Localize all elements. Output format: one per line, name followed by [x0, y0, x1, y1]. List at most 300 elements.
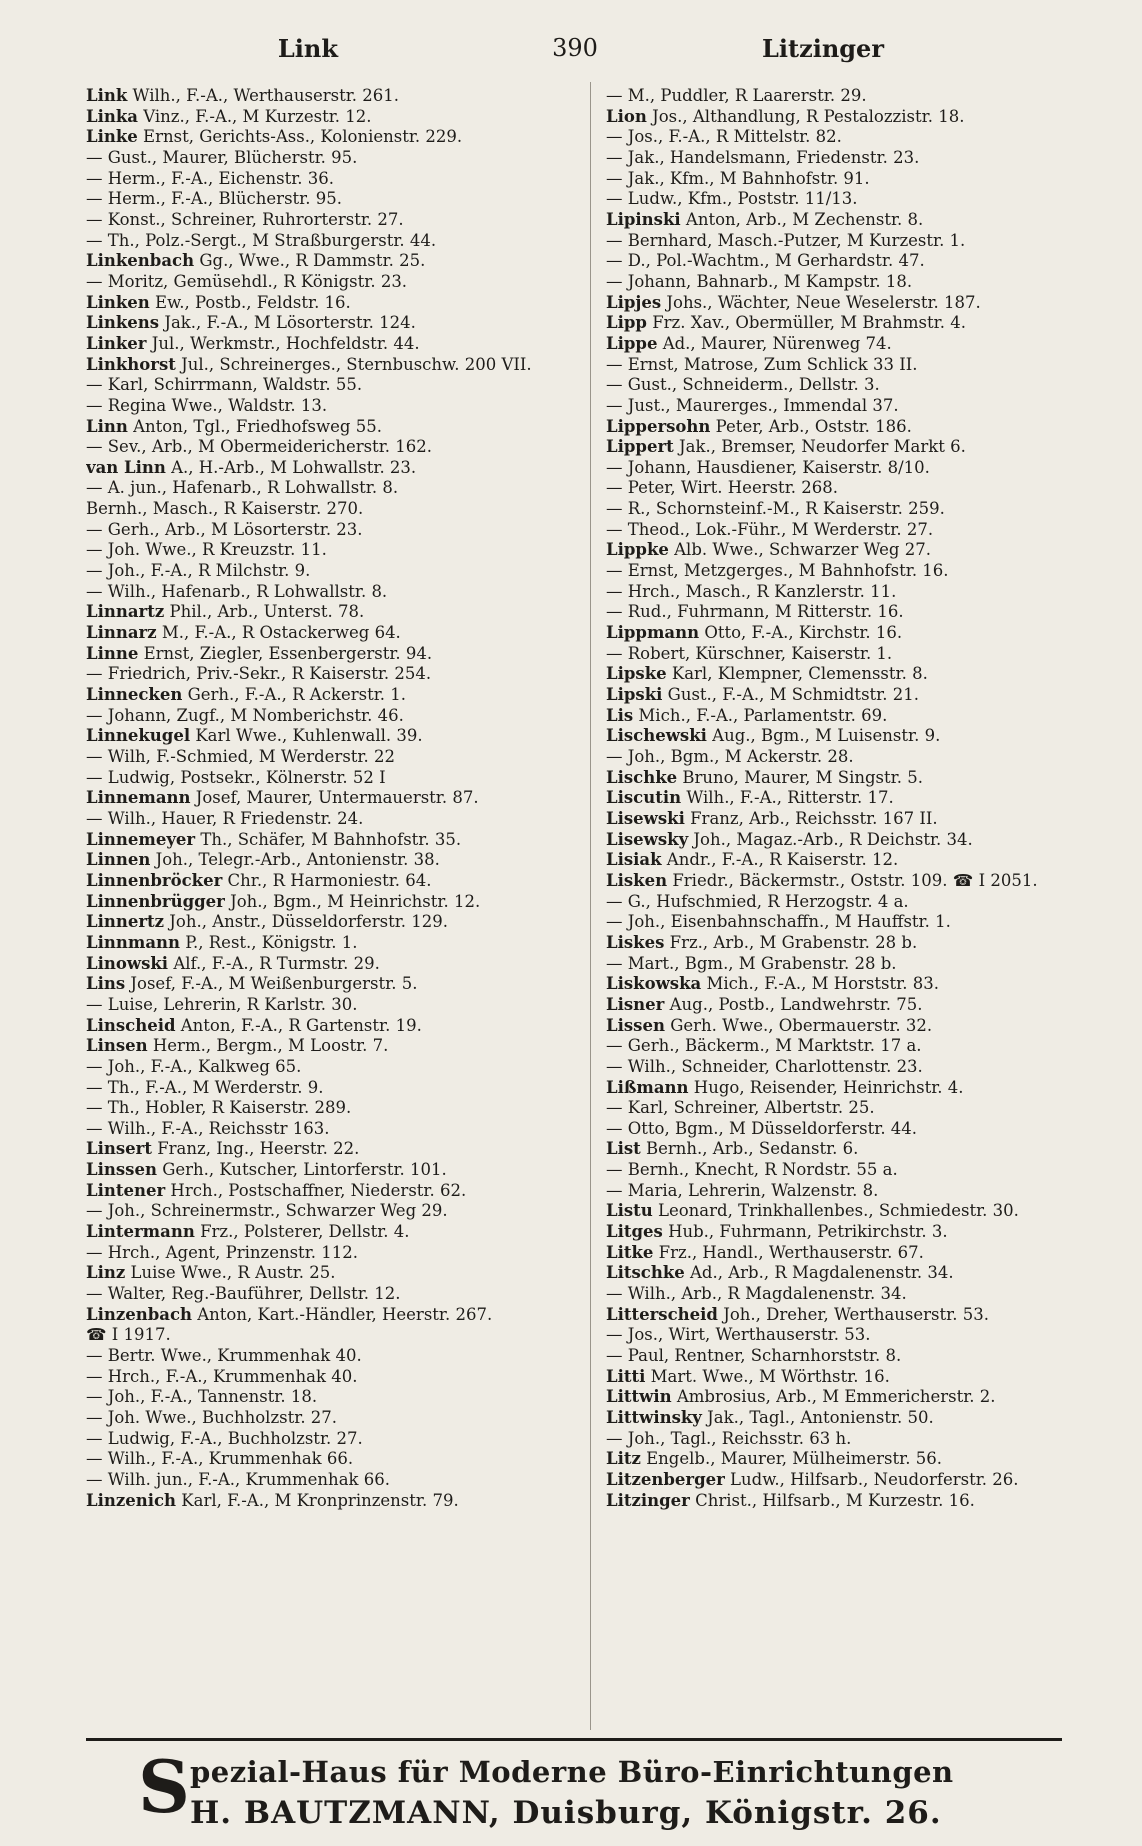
directory-entry — [86, 107, 581, 128]
entry-details: Mich., F.-A., M Horststr. 83. — [701, 974, 939, 994]
entry-details: Andr., F.-A., R Kaiserstr. 12. — [661, 850, 899, 870]
directory-entry — [606, 1387, 1121, 1408]
directory-entry — [606, 437, 1121, 458]
directory-entry — [606, 582, 1121, 603]
entry-details: ☎ I 1917. — [86, 1325, 171, 1345]
entry-surname: Lisiak — [606, 850, 662, 870]
entry-surname: Litke — [606, 1242, 654, 1262]
entry-details: Joh., Bgm., M Heinrichstr. 12. — [224, 891, 481, 911]
directory-entry — [606, 1243, 1121, 1264]
directory-entry — [86, 747, 581, 768]
entry-details: — Ludwig, Postsekr., Kölnerstr. 52 I — [86, 767, 386, 787]
entry-details: Mich., F.-A., Parlamentstr. 69. — [633, 705, 888, 725]
entry-details: — Wilh., F.-A., Krummenhak 66. — [86, 1449, 354, 1469]
directory-entry — [86, 251, 581, 272]
entry-details: Engelb., Maurer, Mülheimerstr. 56. — [640, 1449, 942, 1469]
right-column — [606, 86, 1121, 1511]
entry-details: — Joh., Bgm., M Ackerstr. 28. — [606, 747, 854, 766]
entry-surname: Lipski — [606, 685, 663, 705]
entry-surname: Litti — [606, 1366, 646, 1386]
entry-surname: Linowski — [86, 953, 169, 973]
entry-surname: Lischke — [606, 767, 678, 787]
entry-surname: Lion — [606, 106, 647, 126]
entry-surname: Litschke — [606, 1263, 685, 1283]
directory-entry — [86, 1305, 581, 1326]
entry-surname: Lippersohn — [606, 416, 711, 436]
directory-entry — [86, 210, 581, 231]
directory-entry — [86, 1263, 581, 1284]
directory-entry — [606, 954, 1121, 975]
entry-surname: Linsen — [86, 1036, 148, 1056]
directory-entry — [606, 561, 1121, 582]
entry-surname: Lipske — [606, 664, 667, 684]
directory-entry — [86, 788, 581, 809]
entry-details: Jak., Tagl., Antonienstr. 50. — [701, 1408, 934, 1427]
entry-surname: Litges — [606, 1222, 663, 1242]
directory-entry — [606, 1346, 1121, 1367]
entry-details: Anton, Arb., M Zechenstr. 8. — [680, 209, 924, 229]
directory-entry — [86, 499, 581, 520]
directory-entry — [86, 1387, 581, 1408]
entry-surname: Lipp — [606, 313, 647, 333]
entry-details: — Just., Maurerges., Immendal 37. — [606, 395, 899, 415]
entry-details: Ernst, Gerichts-Ass., Kolonienstr. 229. — [137, 127, 463, 147]
directory-entry — [86, 768, 581, 789]
entry-details: Josef, Maurer, Untermauerstr. 87. — [190, 788, 479, 808]
entry-details: Gerh. Wwe., Obermauerstr. 32. — [664, 1015, 933, 1035]
column-divider — [590, 82, 591, 1730]
entry-details: — Joh., F.-A., R Milchstr. 9. — [86, 561, 311, 581]
directory-entry — [86, 458, 581, 479]
entry-details: Phil., Arb., Unterst. 78. — [164, 602, 365, 622]
header-right-keyword: Litzinger — [762, 34, 884, 63]
directory-entry — [86, 169, 581, 190]
entry-surname: Lisewsky — [606, 829, 689, 849]
entry-details: Karl, F.-A., M Kronprinzenstr. 79. — [176, 1490, 459, 1510]
entry-surname: Lintermann — [86, 1222, 195, 1242]
directory-entry — [86, 933, 581, 954]
entry-surname: Linkhorst — [86, 354, 176, 374]
entry-surname: Linker — [86, 333, 147, 353]
directory-entry — [606, 1449, 1121, 1470]
directory-entry — [86, 334, 581, 355]
directory-entry — [86, 1325, 581, 1346]
entry-details: Otto, F.-A., Kirchstr. 16. — [699, 623, 903, 643]
entry-surname: Linken — [86, 292, 150, 312]
directory-entry — [86, 995, 581, 1016]
directory-entry — [86, 1016, 581, 1037]
directory-entry — [606, 1160, 1121, 1181]
directory-entry — [606, 86, 1121, 107]
entry-details: Joh., Dreher, Werthauserstr. 53. — [717, 1304, 989, 1324]
directory-entry — [606, 892, 1121, 913]
directory-entry — [86, 313, 581, 334]
entry-details: Hrch., Postschaffner, Niederstr. 62. — [165, 1180, 467, 1200]
directory-entry — [86, 396, 581, 417]
entry-surname: Linnmann — [86, 932, 181, 952]
entry-details: Hub., Fuhrmann, Petrikirchstr. 3. — [662, 1222, 948, 1242]
entry-details: Friedr., Bäckermstr., Oststr. 109. ☎ I 2051. — [667, 870, 1038, 890]
entry-surname: Linke — [86, 127, 138, 147]
directory-entry — [86, 1222, 581, 1243]
entry-details: Bernh., Masch., R Kaiserstr. 270. — [86, 499, 364, 519]
entry-details: Franz, Arb., Reichsstr. 167 II. — [684, 808, 938, 828]
entry-details: Johs., Wächter, Neue Weselerstr. 187. — [661, 292, 981, 312]
directory-entry — [86, 974, 581, 995]
entry-details: Aug., Bgm., M Luisenstr. 9. — [706, 726, 941, 746]
directory-entry — [86, 1098, 581, 1119]
ad-line-2: H. BAUTZMANN, Duisburg, Königstr. 26. — [190, 1795, 942, 1831]
entry-details: — Th., Polz.-Sergt., M Straßburgerstr. 44. — [86, 230, 437, 250]
entry-details: — Wilh., Schneider, Charlottenstr. 23. — [606, 1056, 923, 1076]
directory-entry — [606, 293, 1121, 314]
entry-details: Wilh., F.-A., Werthauserstr. 261. — [127, 86, 399, 105]
entry-details: — Herm., F.-A., Eichenstr. 36. — [86, 168, 334, 188]
entry-surname: Lißmann — [606, 1077, 689, 1097]
entry-details: — Gust., Schneiderm., Dellstr. 3. — [606, 375, 880, 395]
directory-entry — [86, 355, 581, 376]
entry-details: — D., Pol.-Wachtm., M Gerhardstr. 47. — [606, 251, 925, 271]
directory-entry — [86, 1449, 581, 1470]
directory-entry — [86, 623, 581, 644]
entry-details: Josef, F.-A., M Weißenburgerstr. 5. — [125, 974, 418, 994]
entry-surname: Listu — [606, 1201, 653, 1221]
directory-entry — [606, 1325, 1121, 1346]
entry-details: — Ernst, Metzgerges., M Bahnhofstr. 16. — [606, 561, 949, 581]
entry-details: Frz. Xav., Obermüller, M Brahmstr. 4. — [646, 313, 966, 333]
directory-entry — [606, 788, 1121, 809]
entry-surname: Lins — [86, 974, 126, 994]
page-number: 390 — [552, 34, 598, 62]
entry-details: — Joh. Wwe., Buchholzstr. 27. — [86, 1408, 338, 1427]
entry-surname: Liskes — [606, 932, 665, 952]
entry-details: Peter, Arb., Oststr. 186. — [710, 416, 912, 436]
entry-details: — Karl, Schreiner, Albertstr. 25. — [606, 1098, 875, 1118]
entry-details: — Joh., Schreinermstr., Schwarzer Weg 29. — [86, 1201, 448, 1221]
directory-entry — [606, 127, 1121, 148]
entry-details: Joh., Magaz.-Arb., R Deichstr. 34. — [688, 829, 973, 849]
entry-details: — Joh., Tagl., Reichsstr. 63 h. — [606, 1428, 852, 1448]
entry-details: — Hrch., Masch., R Kanzlerstr. 11. — [606, 581, 897, 601]
entry-details: Ad., Maurer, Nürenweg 74. — [657, 333, 892, 353]
directory-entry — [606, 1119, 1121, 1140]
entry-details: Gerh., F.-A., R Ackerstr. 1. — [182, 685, 407, 705]
directory-entry — [606, 231, 1121, 252]
entry-details: — Theod., Lok.-Führ., M Werderstr. 27. — [606, 519, 934, 539]
entry-surname: Lippke — [606, 540, 669, 560]
directory-entry — [606, 850, 1121, 871]
entry-details: Th., Schäfer, M Bahnhofstr. 35. — [195, 829, 462, 849]
entry-details: — Wilh., F.-A., Reichsstr 163. — [86, 1118, 330, 1138]
entry-surname: Linnemeyer — [86, 829, 196, 849]
entry-surname: Linka — [86, 106, 138, 126]
entry-details: Jul., Schreinerges., Sternbuschw. 200 VII. — [175, 354, 532, 374]
directory-entry — [86, 293, 581, 314]
directory-entry — [606, 107, 1121, 128]
entry-details: — Jak., Handelsmann, Friedenstr. 23. — [606, 147, 920, 167]
entry-details: Franz, Ing., Heerstr. 22. — [151, 1139, 360, 1159]
directory-entry — [606, 458, 1121, 479]
directory-entry — [86, 86, 581, 107]
entry-details: — A. jun., Hafenarb., R Lohwallstr. 8. — [86, 478, 399, 498]
directory-entry — [86, 954, 581, 975]
directory-entry — [606, 974, 1121, 995]
entry-surname: Lippert — [606, 437, 674, 457]
directory-entry — [606, 540, 1121, 561]
directory-entry — [86, 830, 581, 851]
entry-details: Ernst, Ziegler, Essenbergerstr. 94. — [138, 643, 433, 663]
directory-entry — [86, 726, 581, 747]
directory-entry — [606, 1139, 1121, 1160]
entry-details: Ludw., Hilfsarb., Neudorferstr. 26. — [724, 1469, 1019, 1489]
entry-details: Luise Wwe., R Austr. 25. — [125, 1263, 336, 1283]
entry-surname: Linz — [86, 1263, 126, 1283]
entry-details: Bruno, Maurer, M Singstr. 5. — [677, 767, 923, 787]
entry-details: Gust., F.-A., M Schmidtstr. 21. — [662, 685, 919, 705]
directory-entry — [606, 768, 1121, 789]
directory-entry — [86, 561, 581, 582]
entry-details: — Robert, Kürschner, Kaiserstr. 1. — [606, 643, 893, 663]
entry-surname: Linnecken — [86, 685, 183, 705]
entry-details: — Mart., Bgm., M Grabenstr. 28 b. — [606, 953, 897, 973]
entry-details: — Gust., Maurer, Blücherstr. 95. — [86, 147, 358, 167]
entry-details: Jak., F.-A., M Lösorterstr. 124. — [159, 313, 416, 333]
entry-surname: Littwinsky — [606, 1408, 702, 1427]
entry-details: — Johann, Hausdiener, Kaiserstr. 8/10. — [606, 457, 930, 477]
entry-details: — Gerh., Bäckerm., M Marktstr. 17 a. — [606, 1036, 922, 1056]
entry-details: Aug., Postb., Landwehrstr. 75. — [664, 994, 923, 1014]
entry-surname: Litz — [606, 1449, 641, 1469]
entry-details: — Ernst, Matrose, Zum Schlick 33 II. — [606, 354, 918, 374]
directory-entry — [606, 644, 1121, 665]
entry-details: — Th., Hobler, R Kaiserstr. 289. — [86, 1098, 352, 1118]
entry-details: Mart. Wwe., M Wörthstr. 16. — [645, 1366, 890, 1386]
entry-surname: Liscutin — [606, 788, 682, 808]
directory-entry — [606, 1408, 1121, 1429]
directory-entry — [606, 1429, 1121, 1450]
directory-entry — [86, 602, 581, 623]
directory-entry — [86, 706, 581, 727]
directory-entry — [86, 644, 581, 665]
entry-surname: Lisewski — [606, 808, 685, 828]
directory-entry — [606, 1263, 1121, 1284]
entry-details: Gerh., Kutscher, Lintorferstr. 101. — [156, 1160, 447, 1180]
entry-details: Gg., Wwe., R Dammstr. 25. — [194, 251, 426, 271]
directory-entry — [86, 685, 581, 706]
entry-details: Karl Wwe., Kuhlenwall. 39. — [190, 726, 423, 746]
directory-entry — [606, 1181, 1121, 1202]
entry-surname: Linn — [86, 416, 128, 436]
entry-details: Karl, Klempner, Clemensstr. 8. — [666, 664, 928, 684]
directory-entry — [606, 210, 1121, 231]
entry-surname: Lis — [606, 705, 634, 725]
entry-surname: List — [606, 1139, 641, 1159]
entry-details: M., F.-A., R Ostackerweg 64. — [156, 623, 401, 643]
directory-entry — [606, 334, 1121, 355]
entry-surname: Lipjes — [606, 292, 662, 312]
entry-details: Bernh., Arb., Sedanstr. 6. — [640, 1139, 859, 1159]
entry-surname: Linnertz — [86, 912, 165, 932]
entry-details: — Johann, Zugf., M Nomberichstr. 46. — [86, 705, 404, 725]
entry-details: Ew., Postb., Feldstr. 16. — [149, 292, 351, 312]
ad-initial: S — [138, 1744, 190, 1829]
page-header — [88, 34, 1062, 70]
entry-surname: Lippmann — [606, 623, 700, 643]
entry-details: — Bertr. Wwe., Krummenhak 40. — [86, 1346, 362, 1366]
entry-details: — Herm., F.-A., Blücherstr. 95. — [86, 189, 342, 209]
directory-entry — [606, 685, 1121, 706]
entry-surname: Litzenberger — [606, 1469, 725, 1489]
entry-surname: Linscheid — [86, 1015, 176, 1035]
directory-entry — [86, 892, 581, 913]
entry-details: — Th., F.-A., M Werderstr. 9. — [86, 1077, 324, 1097]
directory-entry — [606, 602, 1121, 623]
entry-surname: Linnenbrügger — [86, 891, 225, 911]
directory-entry — [606, 189, 1121, 210]
directory-entry — [86, 375, 581, 396]
entry-details: — Maria, Lehrerin, Walzenstr. 8. — [606, 1180, 879, 1200]
directory-entry — [86, 1346, 581, 1367]
entry-details: — Gerh., Arb., M Lösorterstr. 23. — [86, 519, 363, 539]
directory-entry — [86, 478, 581, 499]
directory-entry — [86, 871, 581, 892]
entry-details: — Ludwig, F.-A., Buchholzstr. 27. — [86, 1428, 363, 1448]
directory-entry — [606, 871, 1121, 892]
entry-surname: Link — [86, 86, 128, 105]
directory-entry — [606, 272, 1121, 293]
entry-details: — Joh. Wwe., R Kreuzstr. 11. — [86, 540, 327, 560]
entry-surname: Linzenich — [86, 1490, 177, 1510]
directory-entry — [86, 231, 581, 252]
directory-entry — [606, 313, 1121, 334]
directory-entry — [86, 1139, 581, 1160]
header-left-keyword: Link — [277, 34, 338, 63]
directory-entry — [86, 664, 581, 685]
directory-entry — [86, 540, 581, 561]
entry-surname: Lissen — [606, 1015, 665, 1035]
entry-details: — Regina Wwe., Waldstr. 13. — [86, 395, 328, 415]
directory-entry — [86, 1429, 581, 1450]
entry-details: A., H.-Arb., M Lohwallstr. 23. — [165, 457, 417, 477]
entry-details: — Hrch., Agent, Prinzenstr. 112. — [86, 1242, 358, 1262]
entry-surname: Lippe — [606, 333, 658, 353]
entry-details: Alf., F.-A., R Turmstr. 29. — [168, 953, 380, 973]
entry-details: Anton, Kart.-Händler, Heerstr. 267. — [192, 1304, 493, 1324]
entry-details: — Wilh. jun., F.-A., Krummenhak 66. — [86, 1469, 391, 1489]
entry-details: — Friedrich, Priv.-Sekr., R Kaiserstr. 254. — [86, 664, 432, 684]
entry-surname: Liskowska — [606, 974, 702, 994]
directory-entry — [606, 355, 1121, 376]
directory-entry — [606, 251, 1121, 272]
directory-entry — [86, 1201, 581, 1222]
entry-details: — Hrch., F.-A., Krummenhak 40. — [86, 1366, 358, 1386]
entry-details: — Joh., F.-A., Tannenstr. 18. — [86, 1387, 318, 1407]
entry-details: — Wilh., Hafenarb., R Lohwallstr. 8. — [86, 581, 388, 601]
directory-entry — [606, 726, 1121, 747]
directory-entry — [606, 1078, 1121, 1099]
ad-line-1: pezial-Haus für Moderne Büro-Einrichtungen — [190, 1755, 954, 1789]
entry-details: — Wilh., Arb., R Magdalenenstr. 34. — [606, 1284, 907, 1304]
entry-details: Jul., Werkmstr., Hochfeldstr. 44. — [146, 333, 420, 353]
entry-details: Vinz., F.-A., M Kurzestr. 12. — [138, 106, 372, 126]
directory-entry — [86, 1078, 581, 1099]
entry-surname: Lintener — [86, 1180, 166, 1200]
entry-surname: Linnen — [86, 850, 151, 870]
entry-details: — Konst., Schreiner, Ruhrorterstr. 27. — [86, 209, 404, 229]
entry-details: — Paul, Rentner, Scharnhorststr. 8. — [606, 1346, 902, 1366]
entry-details: — Walter, Reg.-Bauführer, Dellstr. 12. — [86, 1284, 401, 1304]
directory-entry — [86, 1408, 581, 1429]
directory-entry — [86, 1284, 581, 1305]
entry-details: Leonard, Trinkhallenbes., Schmiedestr. 30. — [652, 1201, 1019, 1221]
entry-details: — Jos., Wirt, Werthauserstr. 53. — [606, 1325, 871, 1345]
directory-entry — [606, 706, 1121, 727]
entry-details: Ambrosius, Arb., M Emmericherstr. 2. — [671, 1387, 996, 1407]
directory-entry — [86, 189, 581, 210]
entry-details: Ad., Arb., R Magdalenenstr. 34. — [684, 1263, 954, 1283]
directory-entry — [606, 1057, 1121, 1078]
directory-entry — [86, 437, 581, 458]
advertisement — [86, 1738, 1062, 1841]
directory-entry — [606, 1367, 1121, 1388]
entry-details: Joh., Telegr.-Arb., Antonienstr. 38. — [150, 850, 440, 870]
directory-entry — [606, 375, 1121, 396]
entry-details: — Peter, Wirt. Heerstr. 268. — [606, 478, 838, 498]
entry-surname: Lipinski — [606, 209, 681, 229]
directory-entry — [86, 1470, 581, 1491]
entry-details: — Otto, Bgm., M Düsseldorferstr. 44. — [606, 1118, 918, 1138]
entry-surname: van Linn — [86, 457, 166, 477]
entry-details: — Moritz, Gemüsehdl., R Königstr. 23. — [86, 271, 408, 291]
entry-surname: Linnartz — [86, 602, 165, 622]
entry-details: Frz., Polsterer, Dellstr. 4. — [194, 1222, 410, 1242]
entry-details: — Wilh., Hauer, R Friedenstr. 24. — [86, 808, 364, 828]
directory-entry — [606, 499, 1121, 520]
directory-entry — [86, 127, 581, 148]
directory-entry — [606, 664, 1121, 685]
entry-details: Anton, Tgl., Friedhofsweg 55. — [127, 416, 382, 436]
entry-surname: Linnenbröcker — [86, 870, 223, 890]
entry-details: Wilh., F.-A., Ritterstr. 17. — [681, 788, 894, 808]
directory-entry — [606, 1284, 1121, 1305]
directory-entry — [606, 933, 1121, 954]
directory-entry — [86, 1057, 581, 1078]
directory-entry — [86, 1160, 581, 1181]
directory-entry — [86, 912, 581, 933]
directory-entry — [606, 396, 1121, 417]
entry-surname: Linzenbach — [86, 1304, 193, 1324]
directory-entry — [86, 1243, 581, 1264]
entry-surname: Lisner — [606, 994, 665, 1014]
entry-details: Frz., Arb., M Grabenstr. 28 b. — [664, 932, 918, 952]
entry-details: — Joh., Eisenbahnschaffn., M Hauffstr. 1. — [606, 912, 951, 932]
directory-entry — [86, 272, 581, 293]
entry-details: Chr., R Harmoniestr. 64. — [222, 870, 432, 890]
directory-entry — [86, 1367, 581, 1388]
directory-entry — [606, 830, 1121, 851]
entry-details: P., Rest., Königstr. 1. — [180, 932, 358, 952]
directory-entry — [606, 995, 1121, 1016]
entry-details: — Luise, Lehrerin, R Karlstr. 30. — [86, 994, 358, 1014]
directory-entry — [86, 1036, 581, 1057]
directory-entry — [606, 1305, 1121, 1326]
entry-details: — Ludw., Kfm., Poststr. 11/13. — [606, 189, 858, 209]
entry-surname: Littwin — [606, 1387, 672, 1407]
entry-surname: Linnarz — [86, 623, 157, 643]
entry-details: — Jak., Kfm., M Bahnhofstr. 91. — [606, 168, 870, 188]
entry-details: Alb. Wwe., Schwarzer Weg 27. — [668, 540, 931, 560]
directory-entry — [606, 1222, 1121, 1243]
